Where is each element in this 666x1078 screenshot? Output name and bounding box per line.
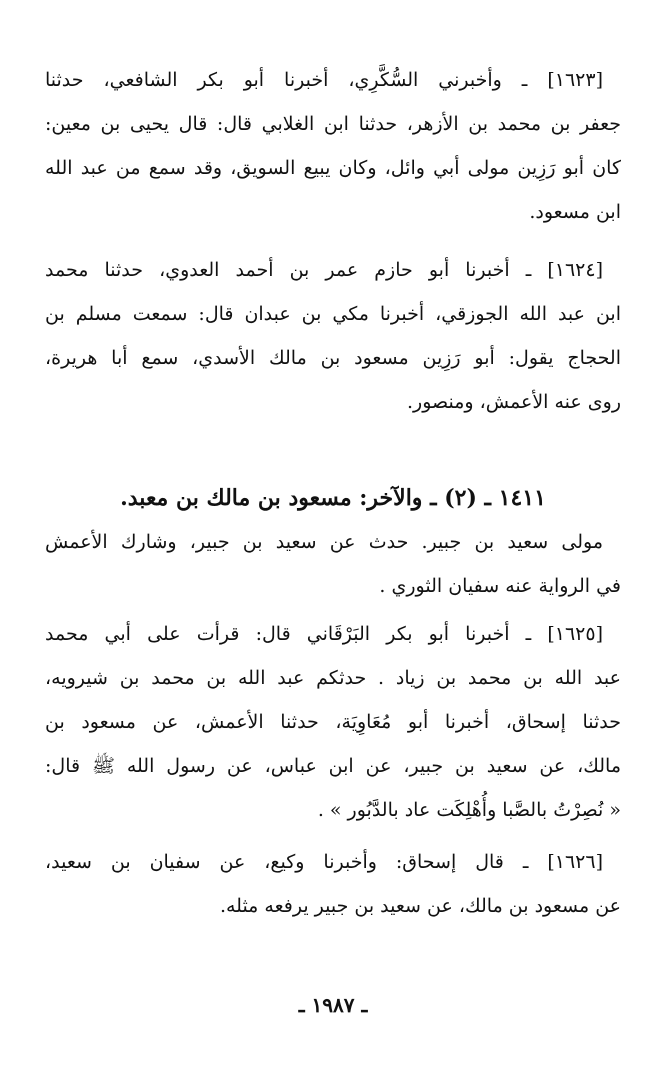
paragraph-1624 [45,248,621,424]
text-line: روى عنه الأعمش، ومنصور. [407,391,621,413]
paragraph-1623 [45,58,621,234]
text-line: ابن مسعود. [529,201,621,223]
biography-paragraph [45,520,621,608]
text-line: [١٦٢٦] ـ قال إسحاق: وأخبرنا وكيع، عن سفيان بن سعيد، [45,851,603,873]
text-line: مولى سعيد بن جبير. حدث عن سعيد بن جبير، وشارك الأعمش [45,531,603,553]
text-line: عبد الله بن محمد بن زياد . حدثكم عبد الله بن محمد بن شيرويه، [45,667,621,689]
text-line: مالك، عن سعيد بن جبير، عن ابن عباس، عن رسول الله ﷺ قال: [45,755,621,777]
text-line: [١٦٢٣] ـ وأخبرني السُّكَّرِي، أخبرنا أبو بكر الشافعي، حدثنا [45,69,603,91]
text-line: ابن عبد الله الجوزقي، أخبرنا مكي بن عبدان قال: سمعت مسلم بن [45,303,621,325]
text-line: عن مسعود بن مالك، عن سعيد بن جبير يرفعه مثله. [219,895,621,917]
paragraph-1626 [45,840,621,928]
text-line: حدثنا إسحاق، أخبرنا أبو مُعَاوِيَة، حدثنا الأعمش، عن مسعود بن [45,711,621,733]
paragraph-1625 [45,612,621,832]
text-line: في الرواية عنه سفيان الثوري . [379,575,621,597]
text-line: « نُصِرْتُ بالصَّبا وأُهْلِكَت عاد بالدَّبُور » . [317,799,621,821]
text-line: [١٦٢٥] ـ أخبرنا أبو بكر البَرْقَاني قال: قرأت على أبي محمد [45,623,603,645]
text-line: جعفر بن محمد بن الأزهر، حدثنا ابن الغلابي قال: قال يحيى بن معين: [45,113,621,135]
entry-heading: ١٤١١ ـ (٢) ـ والآخر: مسعود بن مالك بن معبد. [120,485,546,511]
text-line: [١٦٢٤] ـ أخبرنا أبو حازم عمر بن أحمد العدوي، حدثنا محمد [45,259,603,281]
text-line: الحجاج يقول: أبو رَزِين مسعود بن مالك الأسدي، سمع أبا هريرة، [45,347,621,369]
text-line: كان أبو رَزِين مولى أبي وائل، وكان يبيع السويق، وقد سمع من عبد الله [45,157,621,179]
page-number: ـ ١٩٨٧ ـ [298,993,368,1017]
